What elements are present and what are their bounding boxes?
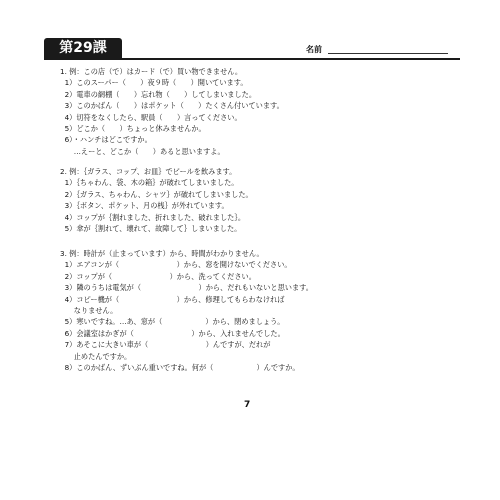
exercise-line: 1）｛ちゃわん、袋、木の箱｝が破れてしまいました。: [60, 178, 239, 188]
exercise-line: 2）コップが（ ）から、洗ってください。: [60, 271, 256, 281]
exercise-line: 5）寒いですね。…あ、窓が（ ）から、閉めましょう。: [60, 317, 285, 327]
exercise-section-3: [60, 248, 450, 373]
exercise-line: なりません。: [60, 306, 118, 316]
exercise-line: 止めたんですか。: [60, 351, 132, 361]
exercise-line: 2）電車の網棚（ ）忘れ物（ ）してしまいました。: [60, 89, 257, 99]
exercise-line: 3）隣のうちは電気が（ ）から、だれもいないと思います。: [60, 283, 313, 293]
exercise-section-2: [60, 166, 450, 234]
exercise-line: 2. 例：｛ガラス、コップ、お皿｝でビールを飲みます。: [60, 167, 237, 176]
exercise-line: …えーと、どこか（ ）あると思いますよ。: [60, 146, 225, 156]
exercise-line: 2）｛ガラス、ちゃわん、シャツ｝が破れてしまいました。: [60, 189, 253, 199]
name-label: 名前: [306, 45, 322, 54]
exercise-line: 1. 例：この店（で）はカード（で）買い物できません。: [60, 67, 243, 76]
exercise-line: 4）切符をなくしたら、駅員（ ）言ってください。: [60, 112, 242, 122]
exercise-line: 6）・ハンチはどこですか。: [60, 135, 152, 145]
exercise-line: 1）このスーパー（ ）夜９時（ ）開いています。: [60, 78, 248, 88]
exercise-line: 3）｛ボタン、ポケット、月の桟｝が外れています。: [60, 201, 229, 211]
exercise-line: 4）コップが｛割れました、折れました、破れました｝。: [60, 212, 246, 222]
exercise-line: 5）どこか（ ）ちょっと休みませんか。: [60, 124, 206, 134]
exercise-line: 3）このかばん（ ）はポケット（ ）たくさん付いています。: [60, 101, 284, 111]
lesson-title: 第29課: [44, 38, 122, 58]
exercise-line: 4）コピー機が（ ）から、修理してもらわなければ: [60, 294, 285, 304]
exercise-line: 1）エアコンが（ ）から、窓を開けないでください。: [60, 260, 292, 270]
exercise-line: 8）このかばん、ずいぶん重いですね。何が（ ）んですか。: [60, 363, 300, 373]
exercise-line: 3. 例：時計が（止まっています）から、時間がわかりません。: [60, 249, 264, 258]
page-header: [44, 38, 460, 60]
exercise-line: 5）傘が｛割れて、壊れて、故障して｝しまいました。: [60, 224, 242, 234]
exercise-line: 7）あそこに大きい車が（ ）んですが、だれが: [60, 340, 271, 350]
header-rule: [44, 58, 460, 60]
name-write-line: [328, 53, 448, 54]
page-number: 7: [244, 400, 251, 410]
exercise-line: 6）会議室はかぎが（ ）から、入れませんでした。: [60, 328, 285, 338]
exercise-section-1: [60, 66, 450, 157]
